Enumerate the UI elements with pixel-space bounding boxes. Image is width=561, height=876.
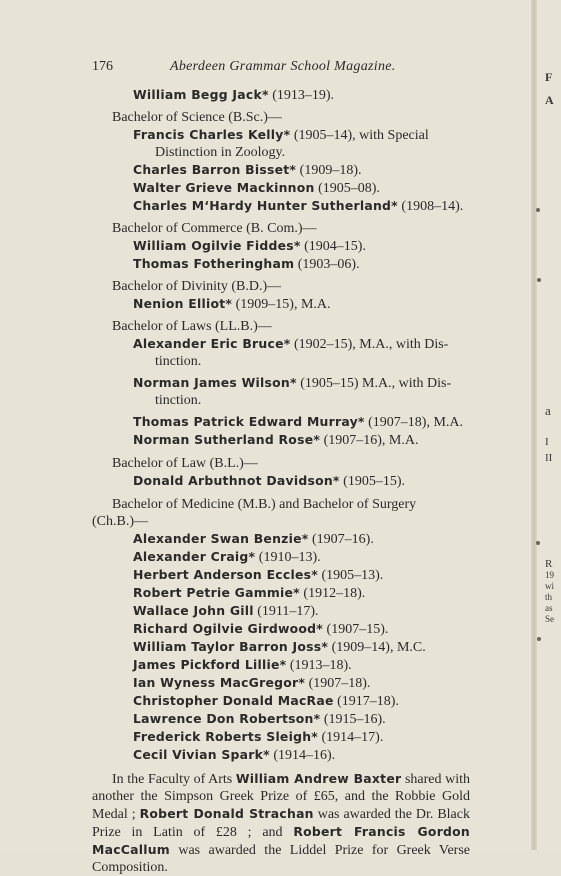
degree-section-bcom xyxy=(92,220,470,273)
next-page-fragment: 19 xyxy=(545,570,554,580)
graduate-entry: Alexander Eric Bruce* (1902–15), M.A., with Dis- tinction. xyxy=(133,336,449,369)
degree-heading: Bachelor of Laws (LL.B.)— xyxy=(112,319,272,334)
graduate-entry: James Pickford Lillie* (1913–18). xyxy=(133,657,352,673)
speck-mark xyxy=(537,278,541,282)
degree-heading: Bachelor of Medicine (M.B.) and Bachelor of Surgery xyxy=(112,497,417,512)
graduate-entry: William Ogilvie Fiddes* (1904–15). xyxy=(133,238,366,254)
next-page-fragment: a xyxy=(545,403,551,418)
graduate-entry: Norman Sutherland Rose* (1907–16), M.A. xyxy=(133,432,419,448)
prizes-paragraph: In the Faculty of Arts William Andrew Baxter shared with another the Simpson Greek Prize of £65, and the Robbie Gold Medal ; Robert Donald Strachan was awarded the Dr. Black Prize in Latin of £28 ; and Robert Francis Gordon MacCallum was awarded the Liddel Prize for Greek Verse Composition. xyxy=(92,771,471,875)
graduate-entry: Christopher Donald MacRae (1917–18). xyxy=(133,693,399,709)
degree-heading: Bachelor of Commerce (B. Com.)— xyxy=(112,221,317,236)
degree-section-llb xyxy=(92,318,470,449)
next-page-fragment: A xyxy=(545,93,554,107)
degree-heading: Bachelor of Divinity (B.D.)— xyxy=(112,279,282,294)
page-gutter xyxy=(531,0,537,850)
graduate-entry: Robert Petrie Gammie* (1912–18). xyxy=(133,585,366,601)
graduate-entry: Norman James Wilson* (1905–15) M.A., with Dis- tinction. xyxy=(133,375,452,408)
degree-section-mbchb xyxy=(92,496,470,530)
next-page-fragment: I xyxy=(545,436,549,448)
speck-mark xyxy=(536,208,540,212)
graduate-entry: Cecil Vivian Spark* (1914–16). xyxy=(133,747,336,763)
graduate-entry: Alexander Swan Benzie* (1907–16). xyxy=(133,531,374,547)
graduate-entry: Thomas Fotheringham (1903–06). xyxy=(133,256,360,272)
medicine-list xyxy=(92,530,470,764)
graduate-entry: Francis Charles Kelly* (1905–14), with Special Distinction in Zoology. xyxy=(133,127,429,160)
next-page-fragment: as xyxy=(545,603,553,613)
graduate-entry: Alexander Craig* (1910–13). xyxy=(133,549,321,565)
degree-heading: Bachelor of Law (B.L.)— xyxy=(112,456,258,471)
next-page-fragment: F xyxy=(545,70,553,84)
graduate-entry: William Taylor Barron Joss* (1909–14), M.C. xyxy=(133,639,426,655)
speck-mark xyxy=(537,637,541,641)
page-number: 176 xyxy=(92,59,113,74)
page-content xyxy=(92,86,470,876)
graduate-entry: Charles Barron Bisset* (1909–18). xyxy=(133,162,362,178)
graduate-entry: Walter Grieve Mackinnon (1905–08). xyxy=(133,180,380,196)
graduate-entry: Richard Ogilvie Girdwood* (1907–15). xyxy=(133,621,389,637)
degree-heading-continued: (Ch.B.)— xyxy=(92,514,148,529)
degree-section-bd xyxy=(92,278,470,313)
speck-mark xyxy=(536,541,540,545)
next-page-fragment: wi xyxy=(545,581,554,591)
graduate-entry: Frederick Roberts Sleigh* (1914–17). xyxy=(133,729,384,745)
graduate-entry: Wallace John Gill (1911–17). xyxy=(133,603,319,619)
degree-heading: Bachelor of Science (B.Sc.)— xyxy=(112,110,282,125)
graduate-entry: Lawrence Don Robertson* (1915–16). xyxy=(133,711,386,727)
graduate-entry: Herbert Anderson Eccles* (1905–13). xyxy=(133,567,384,583)
degree-section-bsc xyxy=(92,109,470,215)
next-page-fragment: II xyxy=(545,452,553,464)
graduate-entry: Donald Arbuthnot Davidson* (1905–15). xyxy=(133,473,405,489)
running-title: Aberdeen Grammar School Magazine. xyxy=(170,59,396,74)
graduate-entry: Charles M‘Hardy Hunter Sutherland* (1908–14). xyxy=(133,198,464,214)
degree-section-bl xyxy=(92,455,470,490)
next-page-fragment: R xyxy=(545,558,553,570)
graduate-entry: Thomas Patrick Edward Murray* (1907–18), M.A. xyxy=(133,414,464,430)
next-page-fragment: th xyxy=(545,592,553,602)
graduate-entry: Ian Wyness MacGregor* (1907–18). xyxy=(133,675,371,691)
next-page-fragment: Se xyxy=(545,614,554,624)
graduate-entry: William Begg Jack* (1913–19). xyxy=(133,87,335,103)
graduate-entry: Nenion Elliot* (1909–15), M.A. xyxy=(133,296,331,312)
